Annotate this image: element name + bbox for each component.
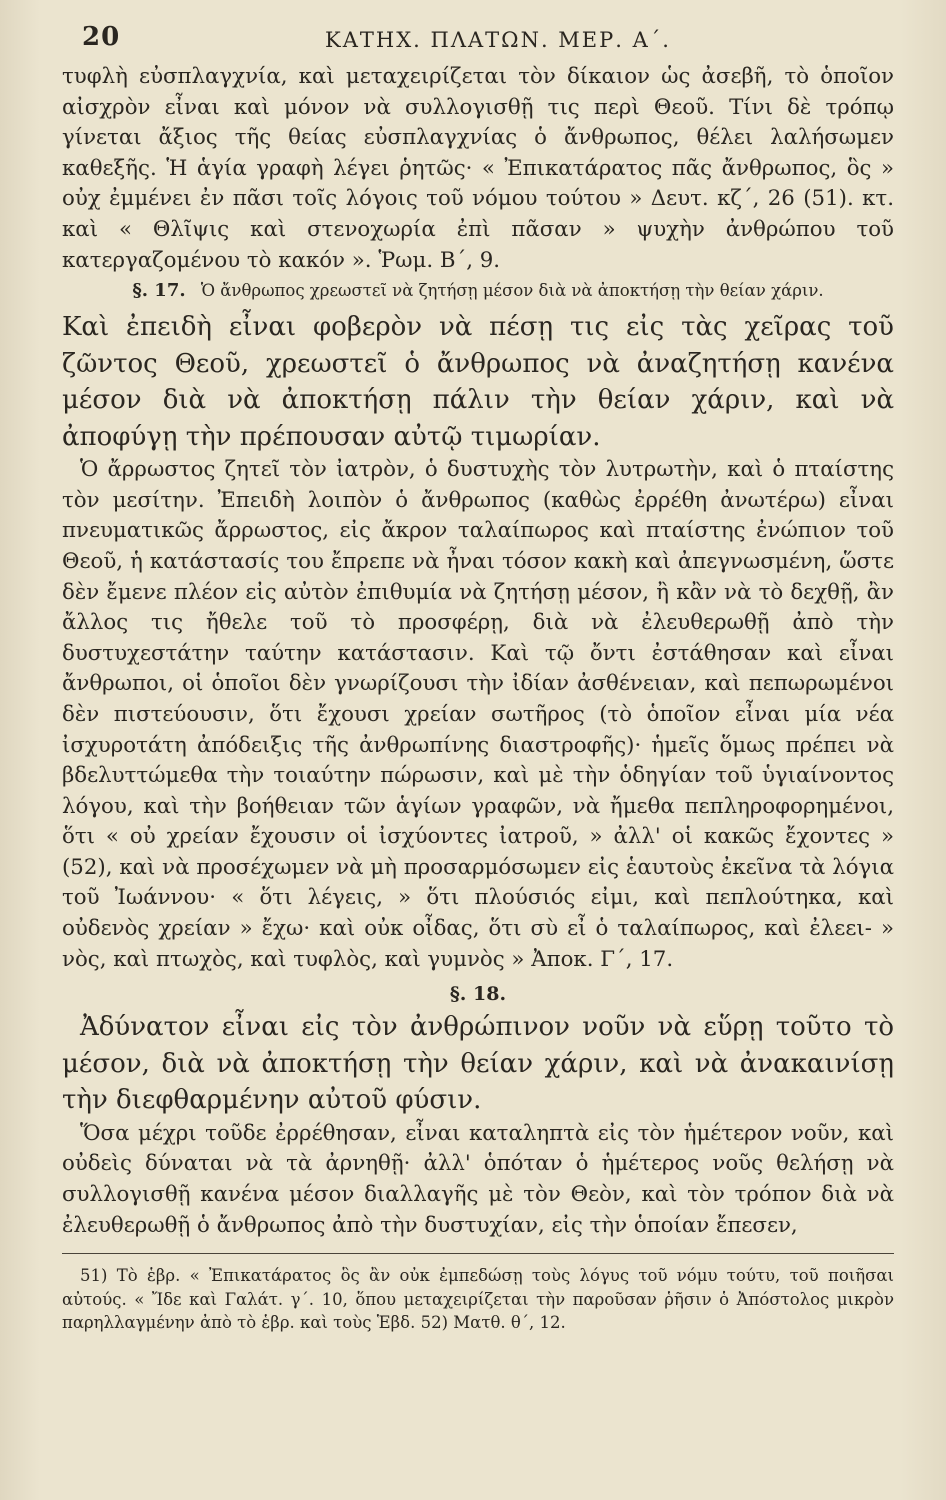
footnote-divider	[62, 1253, 894, 1254]
section-17-heading	[62, 280, 894, 301]
section-17-body: Ὁ ἄρρωστος ζητεῖ τὸν ἰατρὸν, ὁ δυστυχὴς τὸν λυτρωτὴν, καὶ ὁ πταίστης τὸν μεσίτην. Ἐπειδὴ λοιπὸν ὁ ἄνθρωπος (καθὼς ἐρρέθη ἀνωτέρω) εἶναι πνευματικῶς ἄρρωστος, εἰς ἄκρον ταλαίπωρος καὶ πταίστης ἐνώπιον τοῦ Θεοῦ, ἡ κατάστασίς του ἔπρεπε νὰ ἦναι τόσον κακὴ καὶ ἀπεγνωσμένη, ὥστε δὲν ἔμενε πλέον εἰς αὐτὸν ἐπιθυμία νὰ ζητήσῃ μέσον, ἢ κἂν νὰ τὸ δεχθῇ, ἂν ἄλλος τις ἤθελε τοῦ τὸ προσφέρῃ, διὰ νὰ ἐλευθερωθῇ ἀπὸ τὴν δυστυχεστάτην ταύτην κατάστασιν. Καὶ τῷ ὄντι ἐστάθησαν καὶ εἶναι ἄνθρωποι, οἱ ὁποῖοι δὲν γνωρίζουσι τὴν ἰδίαν ἀσθένειαν, καὶ πεπωρωμένοι δὲν πιστεύουσιν, ὅτι ἔχουσι χρείαν σωτῆρος (τὸ ὁποῖον εἶναι μία νέα ἰσχυροτάτη ἀπόδειξις τῆς ἀνθρωπίνης διαστροφῆς)· ἡμεῖς ὅμως πρέπει νὰ βδελυττώμεθα τὴν τοιαύτην πώρωσιν, καὶ μὲ τὴν ὁδηγίαν τοῦ ὑγιαίνοντος λόγου, καὶ τὴν βοήθειαν τῶν ἁγίων γραφῶν, νὰ ἤμεθα πεπληροφορημένοι, ὅτι « οὐ χρείαν ἔχουσιν οἱ ἰσχύοντες ἰατροῦ, » ἀλλ' οἱ κακῶς ἔχοντες » (52), καὶ νὰ προσέχωμεν νὰ μὴ προσαρμόσωμεν εἰς ἑαυτοὺς ἐκεῖνα τὰ λόγια τοῦ Ἰωάννου· « ὅτι λέγεις, » ὅτι πλούσιός εἰμι, καὶ πεπλούτηκα, καὶ οὐδενὸς χρείαν » ἔχω· καὶ οὐκ οἶδας, ὅτι σὺ εἶ ὁ ταλαίπωρος, καὶ ἐλεει- » νὸς, καὶ πτωχὸς, καὶ τυφλὸς, καὶ γυμνὸς » Ἀποκ. Γ΄, 17.	[62, 457, 894, 972]
intro-paragraph: τυφλὴ εὐσπλαγχνία, καὶ μεταχειρίζεται τὸν δίκαιον ὡς ἀσεβῆ, τὸ ὁποῖον αἰσχρὸν εἶναι καὶ μόνον νὰ συλλογισθῇ τις περὶ Θεοῦ. Τίνι δὲ τρόπῳ γίνεται ἄξιος τῆς θείας εὐσπλαγχνίας ὁ ἄνθρωπος, θέλει λαλήσωμεν καθεξῆς. Ἡ ἁγία γραφὴ λέγει ῥητῶς· « Ἐπικατάρατος πᾶς ἄνθρωπος, ὃς » οὐχ ἐμμένει ἐν πᾶσι τοῖς λόγοις τοῦ νόμου τούτου » Δευτ. κζ΄, 26 (51). κτ. καὶ « Θλῖψις καὶ στενοχωρία ἐπὶ πᾶσαν » ψυχὴν ἀνθρώπου τοῦ κατεργαζομένου τὸ κακόν ». Ῥωμ. Β΄, 9.	[62, 64, 894, 273]
section-17-number: §. 17.	[132, 280, 186, 302]
footnotes: 51) Τὸ ἑβρ. « Ἐπικατάρατος ὃς ἂν οὐκ ἐμπεδώσῃ τοὺς λόγυς τοῦ νόμυ τούτυ, τοῦ ποιῆσαι αὐτούς. « Ἴδε καὶ Γαλάτ. γ΄. 10, ὅπου μεταχειρίζεται τὴν παροῦσαν ῥῆσιν ὁ Ἀπόστολος μικρὸν παρηλλαγμένην ἀπὸ τὸ ἑβρ. καὶ τοὺς Ἑβδ. 52) Ματθ. θ΄, 12.	[62, 1266, 894, 1333]
section-17-title: Ὁ ἄνθρωπος χρεωστεῖ νὰ ζητήσῃ μέσον διὰ νὰ ἀποκτήσῃ τὴν θείαν χάριν.	[200, 281, 824, 301]
page-number: 20	[82, 22, 121, 52]
section-18-number: §. 18.	[449, 983, 507, 1006]
section-18-summary: Ἀδύνατον εἶναι εἰς τὸν ἀνθρώπινον νοῦν νὰ εὕρῃ τοῦτο τὸ μέσον, διὰ νὰ ἀποκτήσῃ τὴν θείαν χάριν, καὶ νὰ ἀνακαινίσῃ τὴν διεφθαρμένην αὐτοῦ φύσιν.	[62, 1012, 894, 1116]
page-header	[62, 22, 894, 62]
section-17-summary: Καὶ ἐπειδὴ εἶναι φοβερὸν νὰ πέσῃ τις εἰς τὰς χεῖρας τοῦ ζῶντος Θεοῦ, χρεωστεῖ ὁ ἄνθρωπος νὰ ἀναζητήσῃ κανένα μέσον διὰ νὰ ἀποκτήσῃ πάλιν τὴν θείαν χάριν, καὶ νὰ ἀποφύγῃ τὴν πρέπουσαν αὐτῷ τιμωρίαν.	[62, 312, 894, 452]
running-head: ΚΑΤΗΧ. ΠΛΑΤΩΝ. ΜΕΡ. Α΄.	[325, 28, 671, 52]
section-18-body: Ὅσα μέχρι τοῦδε ἐρρέθησαν, εἶναι καταληπτὰ εἰς τὸν ἡμέτερον νοῦν, καὶ οὐδεὶς δύναται νὰ τὰ ἀρνηθῇ· ἀλλ' ὁπόταν ὁ ἡμέτερος νοῦς θελήσῃ νὰ συλλογισθῇ κανένα μέσον διαλλαγῆς μὲ τὸν Θεὸν, καὶ τὸν τρόπον διὰ νὰ ἐλευθερωθῇ ὁ ἄνθρωπος ἀπὸ τὴν δυστυχίαν, εἰς τὴν ὁποίαν ἔπεσεν,	[62, 1120, 894, 1238]
